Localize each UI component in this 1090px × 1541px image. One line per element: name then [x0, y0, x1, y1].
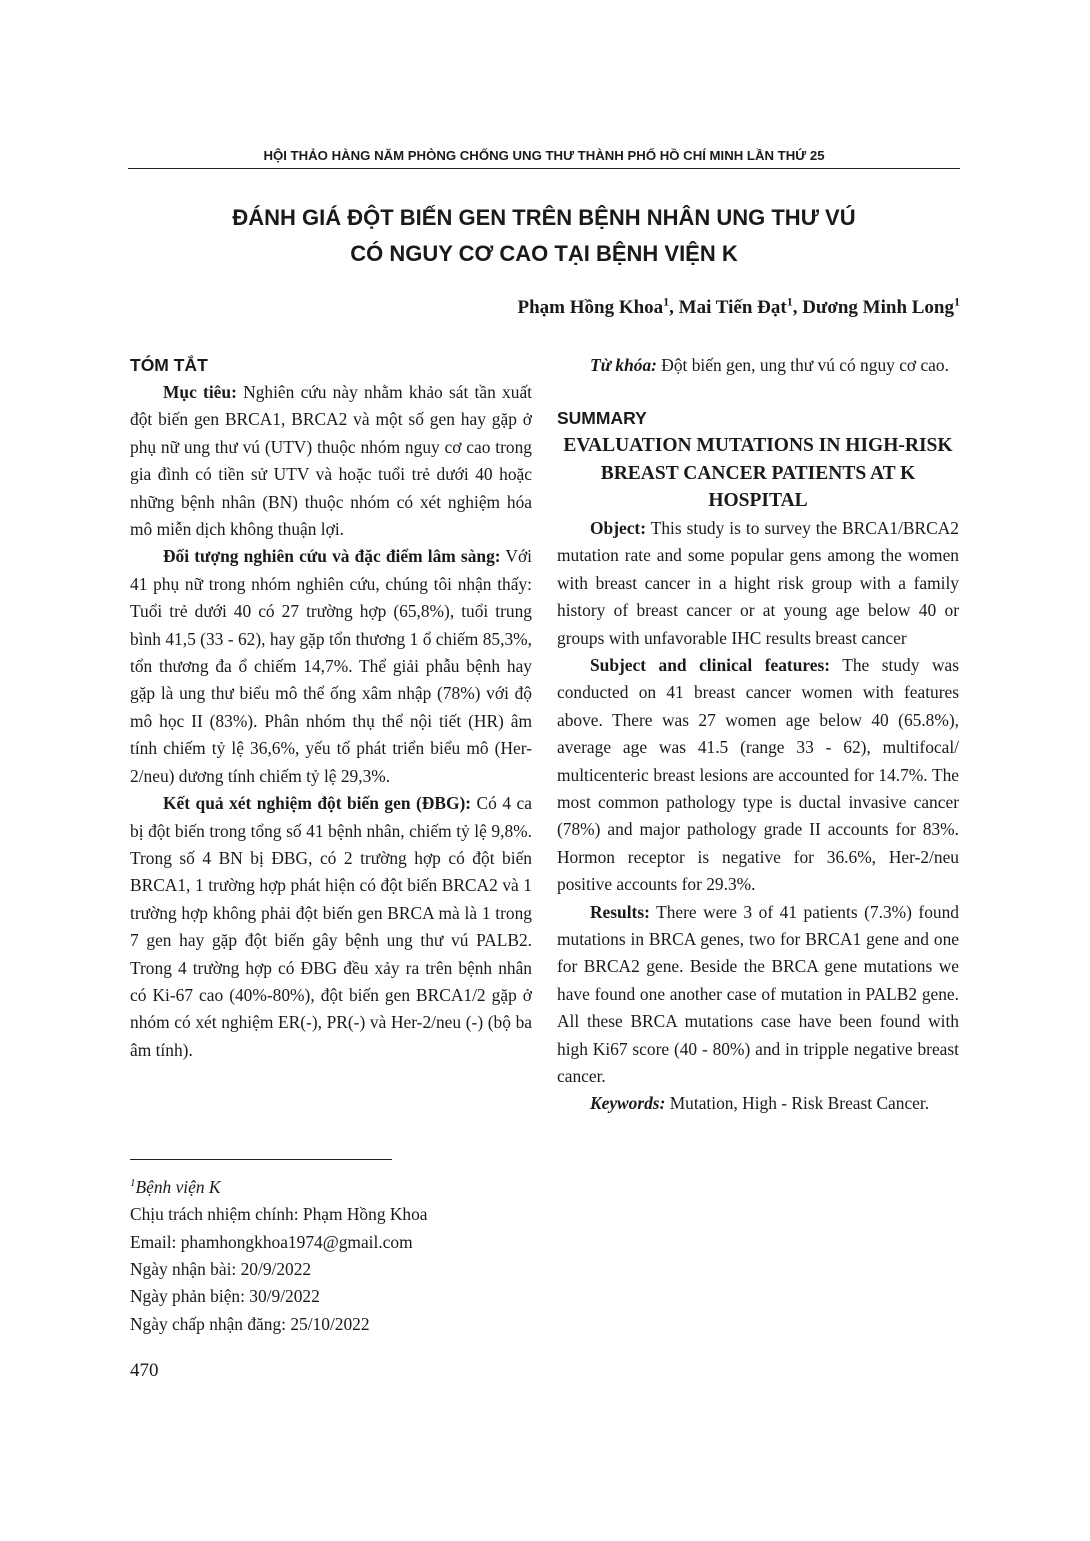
doi-tuong-paragraph: Đối tượng nghiên cứu và đặc điểm lâm sàng: Với 41 phụ nữ trong nhóm nghiên cứu, chúng tôi nhận thấy: Tuổi trẻ dưới 40 có 27 trường hợp (65,8%), tuổi trung bình 41,5 (33 - 62), hay gặp tổn thương 1 ổ chiếm 85,3%, tổn thương đa ổ chiếm 14,7%. Thể giải phẫu bệnh hay gặp là ung thư biểu mô thể ống xâm nhập (78%) với độ mô học II (83%). Phân nhóm thụ thể nội tiết (HR) âm tính chiếm tỷ lệ 36,6%, yếu tố phát triển biểu mô (Her-2/neu) dương tính chiếm tỷ lệ 29,3%.: [130, 546, 533, 786]
running-header: HỘI THẢO HÀNG NĂM PHÒNG CHỐNG UNG THƯ THÀNH PHỐ HỒ CHÍ MINH LẦN THỨ 25: [263, 148, 825, 163]
left-column: [130, 352, 532, 1064]
summary-heading: SUMMARY: [557, 408, 647, 429]
keywords-paragraph: Keywords: Mutation, High - Risk Breast Cancer.: [590, 1093, 930, 1114]
footnote-rule: [130, 1159, 392, 1160]
page-number: 470: [130, 1360, 159, 1381]
reviewed-date: Ngày phản biện: 30/9/2022: [130, 1286, 320, 1307]
results-paragraph: Results: There were 3 of 41 patients (7.3%) found mutations in BRCA genes, two for BRCA1 gene and one for BRCA2 gene. Beside the BRCA gene mutations we have found one another case of mutation in PALB2 gene. All these BRCA mutations case have been found with high Ki67 score (40 - 80%) and in tripple negative breast cancer.: [557, 901, 959, 1087]
author-1: Phạm Hồng Khoa$^1$,: [517, 295, 679, 319]
author-3: Dương Minh Long$^1$: [802, 295, 960, 319]
tom-tat-heading: TÓM TẮT: [130, 355, 208, 375]
received-date: Ngày nhận bài: 20/9/2022: [130, 1259, 312, 1280]
subject-paragraph: Subject and clinical features: The study was conducted on 41 breast cancer women with features above. There was 27 women age below 40 (65.8%), average age was 41.5 (range 33 - 62), multifocal/ multicenteric breast lesions are accounted for 14.7%. The most common pathology type is ductal invasive cancer (78%) and major pathology grade II accounts for 83%. Hormon receptor is negative for 36.6%, Her-2/neu positive accounts for 29.3%.: [557, 654, 959, 895]
accepted-date: Ngày chấp nhận đăng: 25/10/2022: [130, 1313, 370, 1334]
corresponding-author: Chịu trách nhiệm chính: Phạm Hồng Khoa: [130, 1204, 428, 1225]
title-line-1: ĐÁNH GIÁ ĐỘT BIẾN GEN TRÊN BỆNH NHÂN UNG THƯ VÚ: [232, 205, 856, 230]
author-list: [517, 295, 960, 319]
affiliation-note: $^1$Bệnh viện K: [130, 1176, 221, 1197]
tu-khoa-paragraph: Từ khóa: Đột biến gen, ung thư vú có nguy cơ cao.: [590, 355, 949, 375]
email-line: Email: phamhongkhoa1974@gmail.com: [130, 1231, 413, 1252]
author-2: Mai Tiến Đạt$^1$,: [678, 295, 803, 319]
footnotes: [130, 1170, 532, 1338]
object-paragraph: Object: This study is to survey the BRCA1/BRCA2 mutation rate and some popular gens among the women with breast cancer in a hight risk group with a family history of breast cancer or at young age below 40 or groups with unfavorable IHC results breast cancer: [557, 517, 959, 648]
muc-tieu-paragraph: Mục tiêu: Nghiên cứu này nhằm khảo sát tần xuất đột biến gen BRCA1, BRCA2 và một số gen hay gặp ở phụ nữ ung thư vú (UTV) thuộc nhóm nguy cơ cao trong gia đình có tiền sử UTV và hoặc tuổi trẻ dưới 40 hoặc những bệnh nhân (BN) thuộc nhóm có xét nghiệm hóa mô miễn dịch không thuận lợi.: [130, 382, 532, 540]
summary-title: EVALUATION MUTATIONS IN HIGH-RISK BREAST CANCER PATIENTS AT K HOSPITAL: [563, 435, 953, 512]
article-title: [128, 200, 960, 272]
header-rule: [128, 168, 960, 169]
ket-qua-paragraph: Kết quả xét nghiệm đột biến gen (ĐBG): Có 4 ca bị đột biến trong tổng số 41 bệnh nhân, chiếm tỷ lệ 9,8%. Trong số 4 BN bị ĐBG, có 2 trường hợp có đột biến BRCA1, 1 trường hợp phát hiện có đột biến BRCA2 và 1 trường hợp không phải đột biến gen BRCA mà là 1 trong 7 gen hay gặp đột biến gây bệnh ung thư vú PALB2. Trong 4 trường hợp có ĐBG đều xảy ra trên bệnh nhân có Ki-67 cao (40%-80%), đột biến gen BRCA1/2 gặp ở nhóm có xét nghiệm ER(-), PR(-) và Her-2/neu (-) (bộ ba âm tính).: [130, 793, 532, 1060]
right-column: [557, 352, 959, 1118]
title-line-2: CÓ NGUY CƠ CAO TẠI BỆNH VIỆN K: [350, 241, 738, 266]
